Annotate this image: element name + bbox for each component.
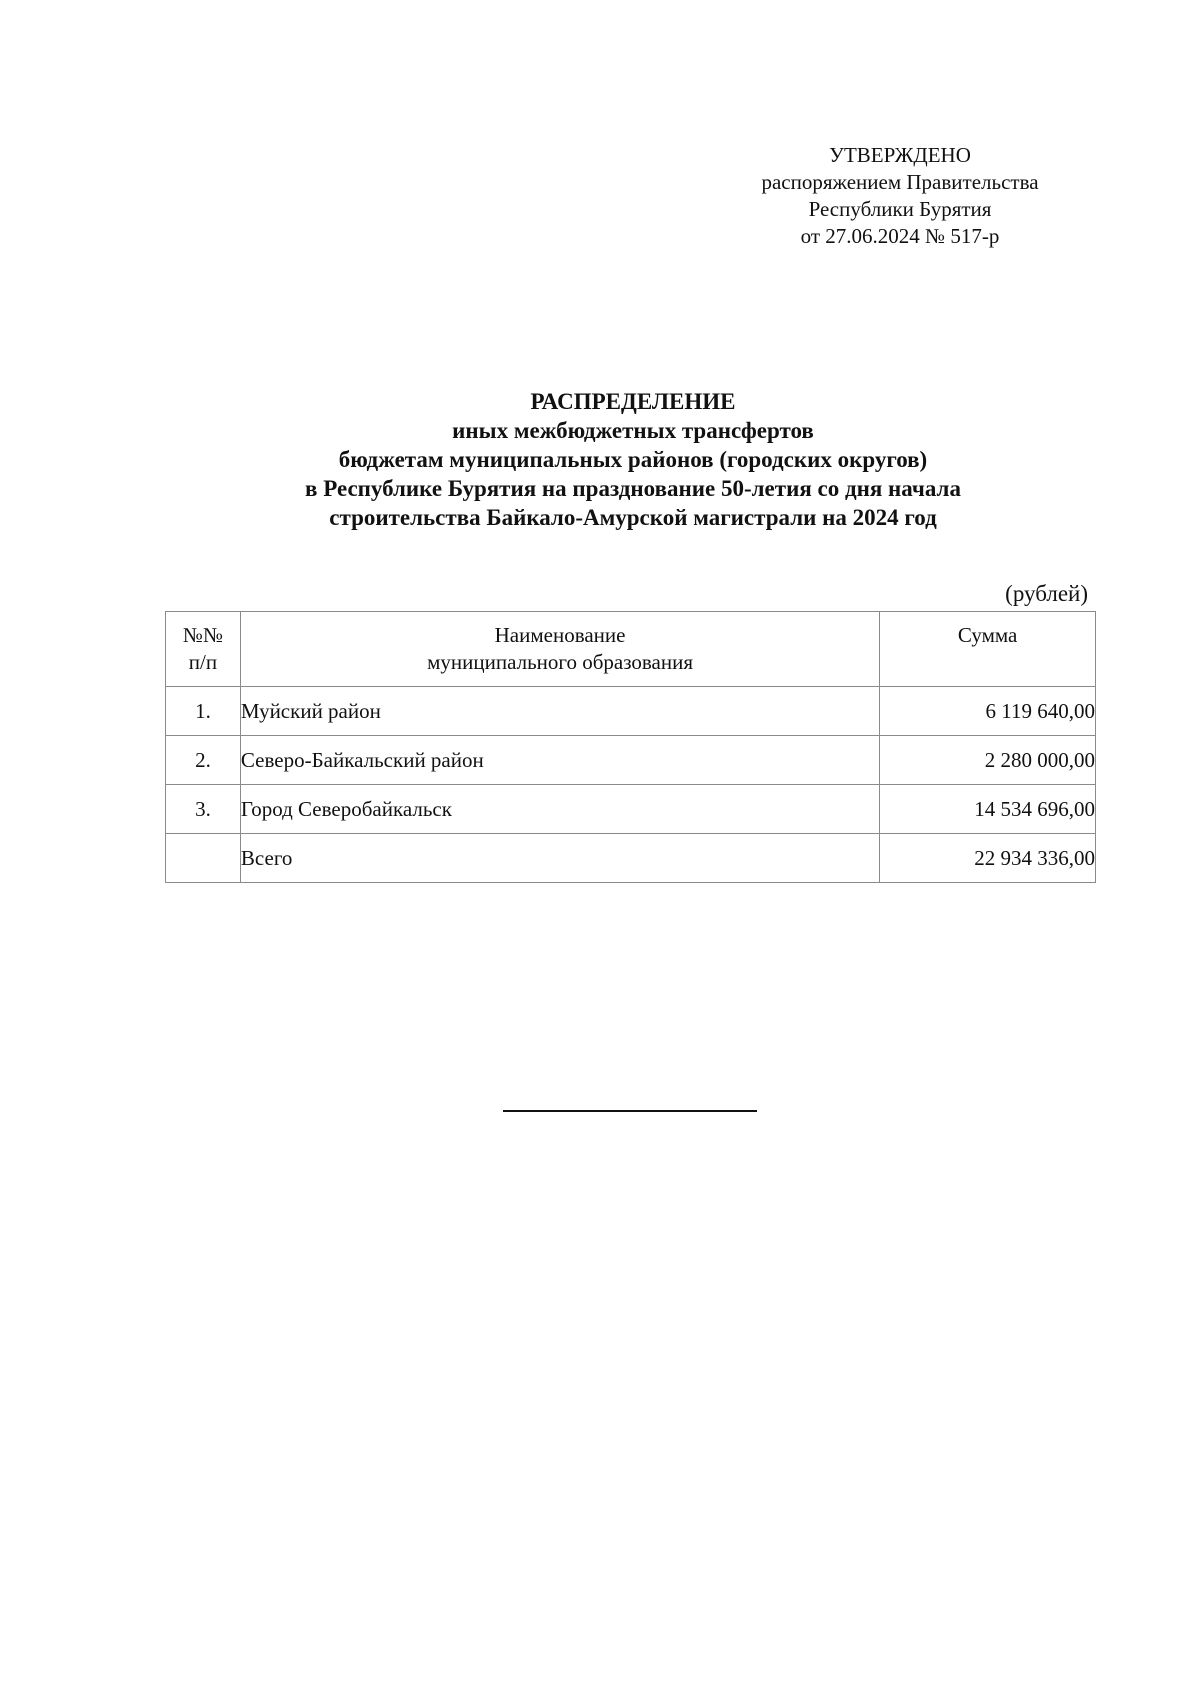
row-sum: 6 119 640,00 — [880, 687, 1096, 736]
row-number — [166, 834, 241, 883]
row-number: 2. — [166, 736, 241, 785]
row-number: 1. — [166, 687, 241, 736]
end-of-document-line — [503, 1110, 757, 1112]
units-note: (рублей) — [1005, 581, 1088, 606]
row-name: Северо-Байкальский район — [240, 736, 879, 785]
header-number-line-1: №№ — [182, 623, 223, 647]
title-line-4: в Республике Бурятия на празднование 50-летия со дня начала — [305, 476, 961, 501]
table-row — [166, 687, 1096, 736]
distribution-table — [165, 611, 1096, 883]
total-sum: 22 934 336,00 — [880, 834, 1096, 883]
approval-republic: Республики Бурятия — [808, 197, 992, 221]
table-total-row — [166, 834, 1096, 883]
title-line-1: РАСПРЕДЕЛЕНИЕ — [530, 389, 736, 414]
approval-date-number: от 27.06.2024 № 517-р — [800, 224, 1000, 248]
header-sum: Сумма — [880, 612, 1096, 687]
header-name-line-2: муниципального образования — [427, 650, 694, 674]
total-label: Всего — [240, 834, 879, 883]
title-line-3: бюджетам муниципальных районов (городских округов) — [338, 447, 928, 472]
header-name — [240, 612, 879, 687]
row-name: Муйский район — [240, 687, 879, 736]
approval-authority: распоряжением Правительства — [761, 170, 1039, 194]
row-number: 3. — [166, 785, 241, 834]
document-title — [150, 387, 1116, 532]
title-line-2: иных межбюджетных трансфертов — [452, 418, 814, 443]
row-sum: 2 280 000,00 — [880, 736, 1096, 785]
row-sum: 14 534 696,00 — [880, 785, 1096, 834]
header-number-line-2: п/п — [188, 650, 218, 674]
title-line-5: строительства Байкало-Амурской магистрали на 2024 год — [329, 505, 937, 530]
header-name-line-1: Наименование — [494, 623, 626, 647]
table-row — [166, 736, 1096, 785]
table-row — [166, 785, 1096, 834]
approval-stamp — [730, 142, 1070, 250]
header-number — [166, 612, 241, 687]
table-header-row — [166, 612, 1096, 687]
approval-heading: УТВЕРЖДЕНО — [829, 143, 971, 167]
row-name: Город Северобайкальск — [240, 785, 879, 834]
